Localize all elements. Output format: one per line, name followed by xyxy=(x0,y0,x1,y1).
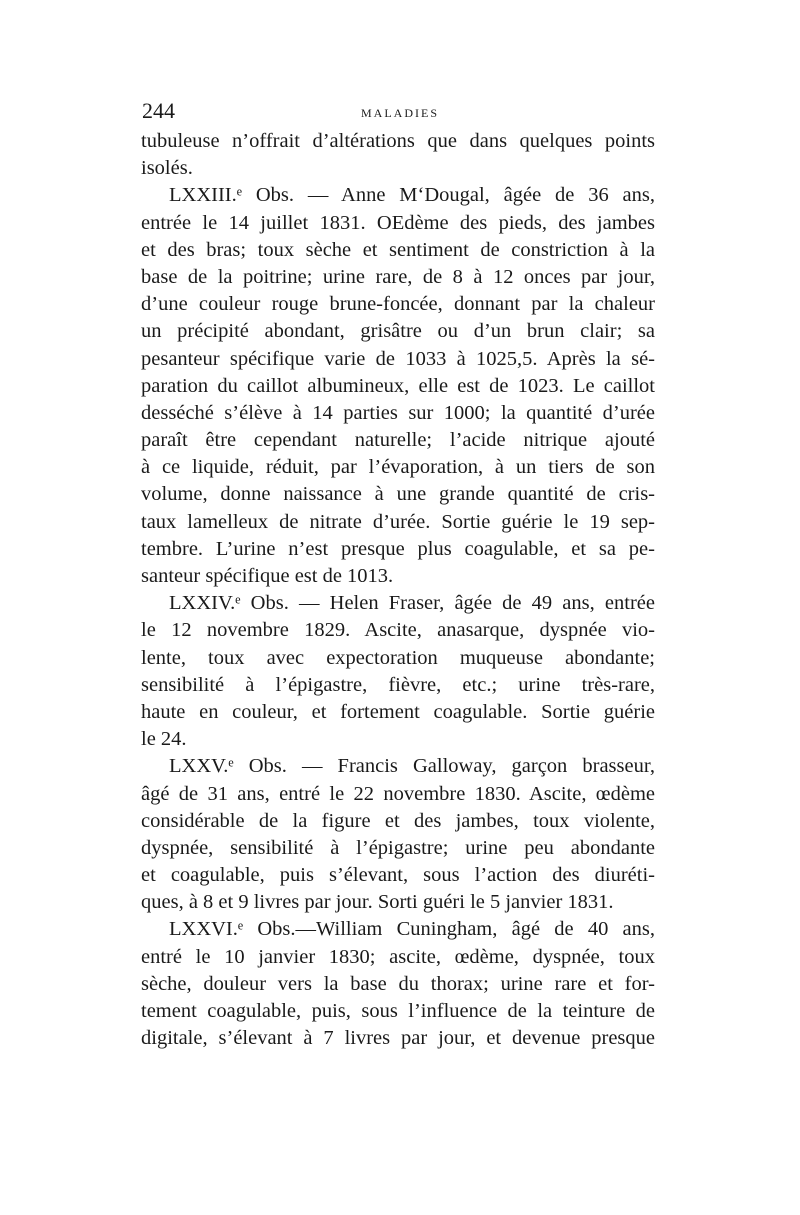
page-number: 244 xyxy=(142,98,175,123)
text-line: tement coagulable, puis, sous l’influence de la teinture de xyxy=(141,1000,655,1022)
text-line: LXXVI.ᵉ Obs.—William Cuningham, âgé de 40 ans, xyxy=(169,918,655,941)
text-line: un précipité abondant, grisâtre ou d’un brun clair; sa xyxy=(141,320,655,343)
text-line: d’une couleur rouge brune-foncée, donnant par la chaleur xyxy=(141,293,655,316)
text-line: digitale, s’élevant à 7 livres par jour, et devenue presque xyxy=(141,1027,655,1050)
text-line: santeur spécifique est de 1013. xyxy=(141,565,394,587)
text-line: LXXIV.ᵉ Obs. — Helen Fraser, âgée de 49 ans, entrée xyxy=(169,592,655,615)
text-line: à ce liquide, réduit, par l’évaporation, à un tiers de son xyxy=(141,456,655,479)
text-line: et des bras; toux sèche et sentiment de constriction à la xyxy=(141,238,655,261)
text-line: tembre. L’urine n’est presque plus coagulable, et sa pe- xyxy=(141,537,655,560)
text-line: pesanteur spécifique varie de 1033 à 1025,5. Après la sé- xyxy=(141,347,655,370)
text-line: LXXV.ᵉ Obs. — Francis Galloway, garçon brasseur, xyxy=(169,755,655,778)
body-text xyxy=(141,128,655,1052)
running-head: MALADIES xyxy=(361,106,439,120)
text-line: volume, donne naissance à une grande quantité de cris- xyxy=(141,483,655,506)
text-line: le 24. xyxy=(141,728,187,751)
text-line: lente, toux avec expectoration muqueuse abondante; xyxy=(141,646,655,669)
text-line: taux lamelleux de nitrate d’urée. Sortie guérie le 19 sep- xyxy=(141,510,655,533)
text-line: sensibilité à l’épigastre, fièvre, etc.; urine très-rare, xyxy=(141,673,655,696)
page-header xyxy=(140,98,660,128)
text-line: desséché s’élève à 14 parties sur 1000; la quantité d’urée xyxy=(141,401,655,424)
text-line: âgé de 31 ans, entré le 22 novembre 1830. Ascite, œdème xyxy=(141,782,655,805)
text-line: tubuleuse n’offrait d’altérations que dans quelques points xyxy=(141,130,655,152)
text-line: entrée le 14 juillet 1831. OEdème des pieds, des jambes xyxy=(141,211,655,234)
text-line: isolés. xyxy=(141,157,193,180)
text-line: entré le 10 janvier 1830; ascite, œdème, dyspnée, toux xyxy=(141,945,655,968)
text-line: sèche, douleur vers la base du thorax; urine rare et for- xyxy=(141,972,655,995)
text-line: paration du caillot albumineux, elle est de 1023. Le caillot xyxy=(141,374,655,397)
text-line: haute en couleur, et fortement coagulable. Sortie guérie xyxy=(141,700,655,723)
text-line: et coagulable, puis s’élevant, sous l’action des diuréti- xyxy=(141,864,655,887)
text-line: le 12 novembre 1829. Ascite, anasarque, dyspnée vio- xyxy=(141,619,655,642)
text-line: dyspnée, sensibilité à l’épigastre; urine peu abondante xyxy=(141,836,655,859)
text-line: base de la poitrine; urine rare, de 8 à 12 onces par jour, xyxy=(141,265,655,288)
text-line: ques, à 8 et 9 livres par jour. Sorti guéri le 5 janvier 1831. xyxy=(141,891,614,914)
text-line: paraît être cependant naturelle; l’acide nitrique ajouté xyxy=(141,429,655,452)
text-line: considérable de la figure et des jambes, toux violente, xyxy=(141,809,655,832)
text-line: LXXIII.ᵉ Obs. — Anne M‘Dougal, âgée de 36 ans, xyxy=(169,184,655,207)
